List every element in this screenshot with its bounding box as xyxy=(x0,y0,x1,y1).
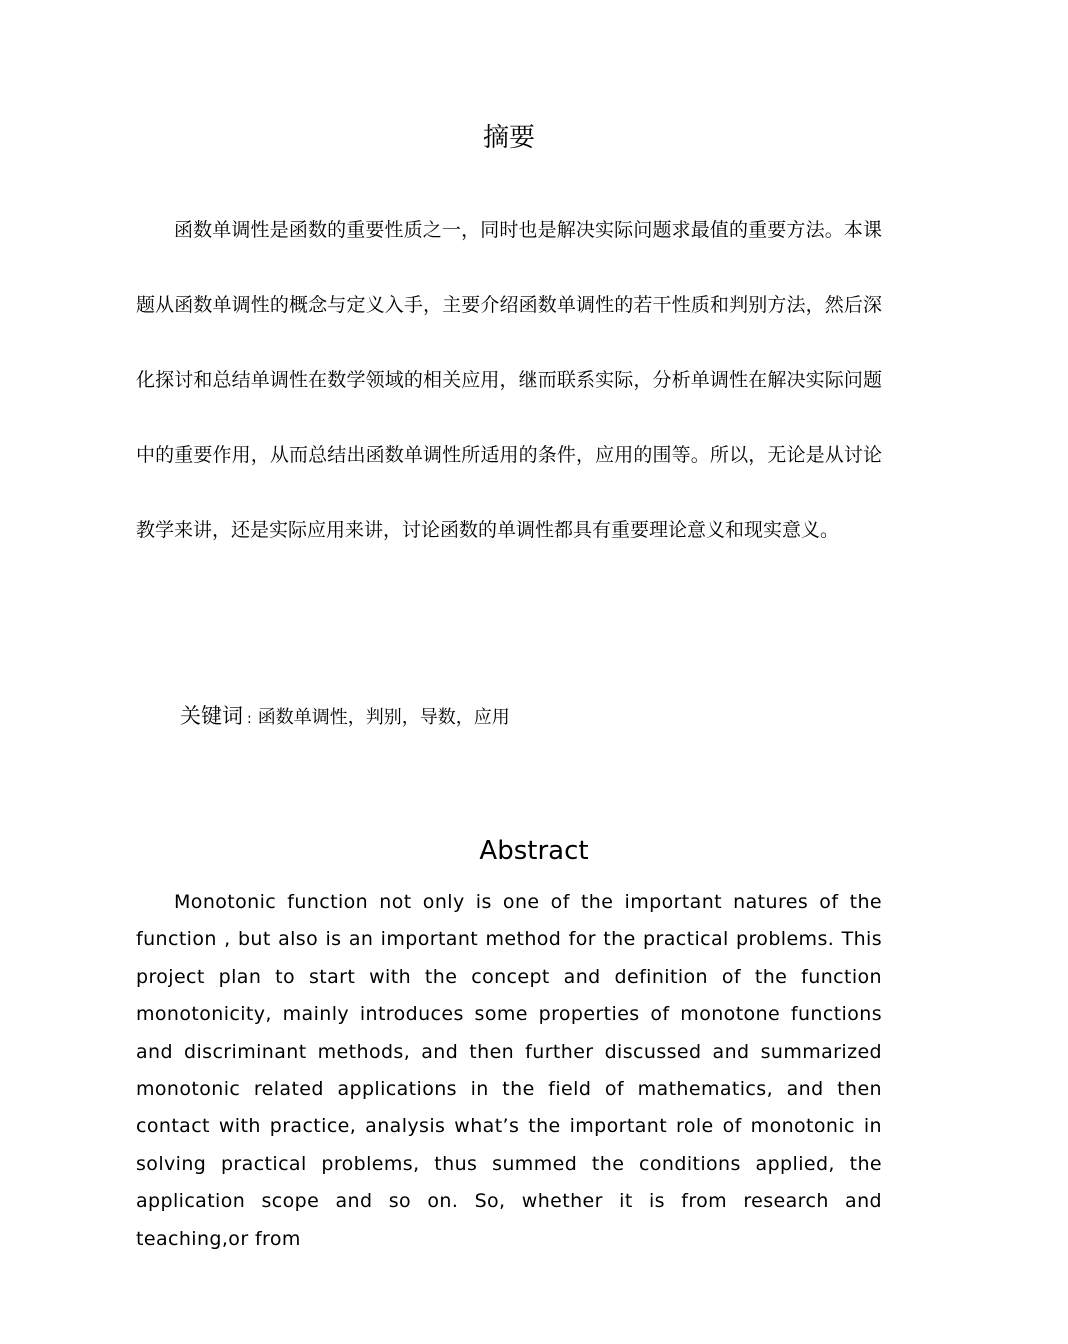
chinese-abstract-title: 摘要 xyxy=(482,123,535,153)
english-abstract-title: Abstract xyxy=(479,836,589,866)
keywords-label: 关键词 xyxy=(180,704,243,728)
keywords-line xyxy=(180,700,510,735)
keywords-list: 函数单调性，判别，导数，应用 xyxy=(257,707,510,728)
keywords-colon: : xyxy=(247,711,252,727)
chinese-abstract-body: 函数单调性是函数的重要性质之一，同时也是解决实际问题求最值的重要方法。本课题从函数单调性的概念与定义入手，主要介绍函数单调性的若干性质和判别方法，然后深化探讨和总结单调性在数学领域的相关应用，继而联系实际，分析单调性在解决实际问题中的重要作用，从而总结出函数单调性所适用的条件，应用的围等。所以，无论是从讨论教学来讲，还是实际应用来讲，讨论函数的单调性都具有重要理论意义和现实意义。 xyxy=(136,219,882,541)
english-abstract-body: Monotonic function not only is one of the important natures of the function , but also is an important method for the practical problems. This project plan to start with the concept and definition of the function monotonicity, mainly introduces some properties of monotone functions and discriminant methods, and then further discussed and summarized monotonic related applications in the field of mathematics, and then contact with practice, analysis what’s the important role of monotonic in solving practical problems, thus summed the conditions applied, the application scope and so on. So, whether it is from research and teaching,or from xyxy=(136,891,882,1250)
